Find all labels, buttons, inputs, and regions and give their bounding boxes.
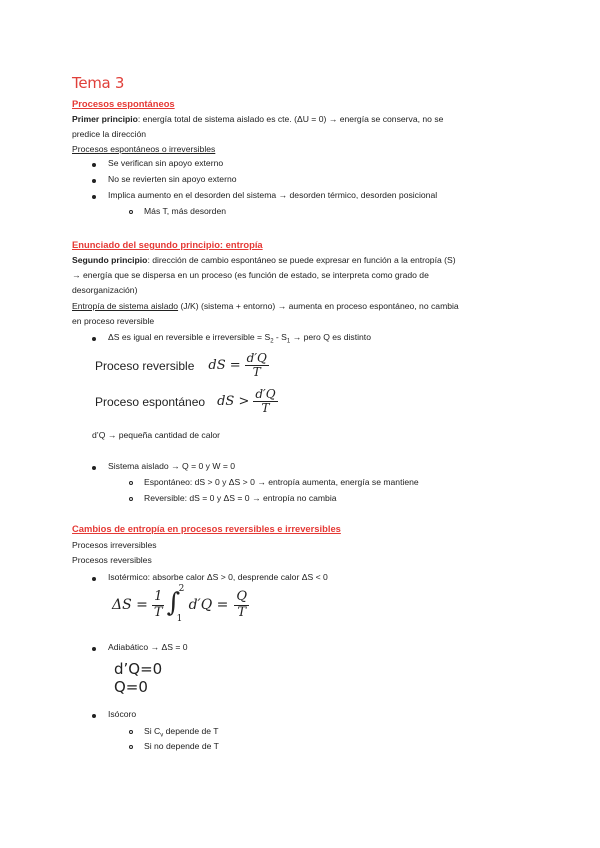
section-heading-cambios-entropia: Cambios de entropía en procesos reversibles e irreversibles <box>72 523 341 534</box>
section-heading-procesos-espontaneos: Procesos espontáneos <box>72 98 175 109</box>
equation-proceso-reversible <box>95 352 269 379</box>
equation-isotermico <box>112 586 249 624</box>
procesos-irreversibles-line: Procesos irreversibles <box>72 540 157 550</box>
equation-middle: d′Q = <box>188 597 229 613</box>
segundo-principio-line3: desorganización) <box>72 285 138 295</box>
segundo-principio-line2: → energía que se dispersa en un proceso (es función de estado, se interpreta como grado de <box>72 270 429 280</box>
entropia-aislado-line2: en proceso reversible <box>72 316 155 326</box>
bullet-icon <box>92 466 96 470</box>
bullet-icon <box>92 337 96 341</box>
sub-bullet-icon <box>129 210 133 214</box>
equation-lhs: dS > <box>217 394 250 410</box>
equation-fraction: $\frac{d'Q}{T}$ <box>246 351 267 380</box>
bullet-icon <box>92 179 96 183</box>
entropia-aislado-text: (J/K) (sistema + entorno) → aumenta en proceso espontáneo, no cambia <box>178 301 459 311</box>
equation-proceso-espontaneo <box>95 388 278 415</box>
segundo-principio-term: Segundo principio <box>72 255 148 265</box>
sub-bullet-item: Reversible: dS = 0 y ΔS = 0 → entropía no cambia <box>144 493 337 503</box>
equation-fraction: $\frac{d'Q}{T}$ <box>255 387 276 416</box>
bullet-item: Implica aumento en el desorden del sistema → desorden térmico, desorden posicional <box>108 190 438 200</box>
bullet-item: No se revierten sin apoyo externo <box>108 174 237 184</box>
page-title: Tema 3 <box>72 74 125 92</box>
primer-principio-paragraph <box>72 112 443 127</box>
sub-bullet-item: Más T, más desorden <box>144 206 226 216</box>
primer-principio-term: Primer principio <box>72 114 138 124</box>
integral-icon: ∫ 2 1 <box>166 584 185 624</box>
entropia-aislado-term: Entropía de sistema aislado <box>72 301 179 311</box>
sub-bullet-item: Si $C_v$ depende de T <box>144 726 219 739</box>
bullet-icon <box>92 577 96 581</box>
equation-label: Proceso reversible <box>95 358 195 373</box>
bullet-icon <box>92 714 96 718</box>
equation-lhs: dS = <box>208 358 241 374</box>
adiabatic-equation-2: Q=0 <box>114 678 148 696</box>
primer-principio-text: : energía total de sistema aislado es cte. (ΔU = 0) → energía se conserva, no se <box>137 114 444 124</box>
equation-label: Proceso espontáneo <box>95 394 206 409</box>
section-heading-segundo-principio: Enunciado del segundo principio: entropía <box>72 239 263 250</box>
equation-fraction: $\frac{Q}{T}$ <box>236 589 248 620</box>
sub-bullet-icon <box>129 497 133 501</box>
sub-bullet-icon <box>129 481 133 485</box>
sub-bullet-item: Si no depende de T <box>144 741 219 751</box>
adiabatic-equation-1: d’Q=0 <box>114 660 163 678</box>
bullet-icon <box>92 195 96 199</box>
bullet-item: Se verifican sin apoyo externo <box>108 158 224 168</box>
sub-bullet-icon <box>129 745 133 749</box>
subheading-procesos-irreversibles: Procesos espontáneos o irreversibles <box>72 144 216 154</box>
bullet-icon <box>92 647 96 651</box>
sub-bullet-icon <box>129 730 133 734</box>
bullet-item: Adiabático → ΔS = 0 <box>108 642 188 652</box>
equation-lhs: ΔS = <box>112 597 148 613</box>
integral-upper-limit: 2 <box>178 584 185 594</box>
dq-note: d’Q → pequeña cantidad de calor <box>92 430 221 440</box>
bullet-item-delta-s: ΔS es igual en reversible e irreversible = $S_2 - S_1$ → pero Q es distinto <box>108 332 371 345</box>
bullet-icon <box>92 163 96 167</box>
procesos-reversibles-line: Procesos reversibles <box>72 555 152 565</box>
integral-lower-limit: 1 <box>176 614 183 624</box>
bullet-item: Isotérmico: absorbe calor ΔS > 0, desprende calor ΔS < 0 <box>108 572 328 582</box>
entropia-aislado-paragraph <box>72 299 459 314</box>
segundo-principio-text: : dirección de cambio espontáneo se puede expresar en función a la entropía (S) <box>147 255 456 265</box>
bullet-item: Sistema aislado → Q = 0 y W = 0 <box>108 461 236 471</box>
equation-fraction: $\frac{1}{T}$ <box>153 589 163 620</box>
sub-bullet-item: Espontáneo: dS > 0 y ΔS > 0 → entropía aumenta, energía se mantiene <box>144 477 419 487</box>
segundo-principio-paragraph <box>72 253 456 268</box>
primer-principio-line2: predice la dirección <box>72 129 147 139</box>
bullet-item: Isócoro <box>108 709 137 719</box>
